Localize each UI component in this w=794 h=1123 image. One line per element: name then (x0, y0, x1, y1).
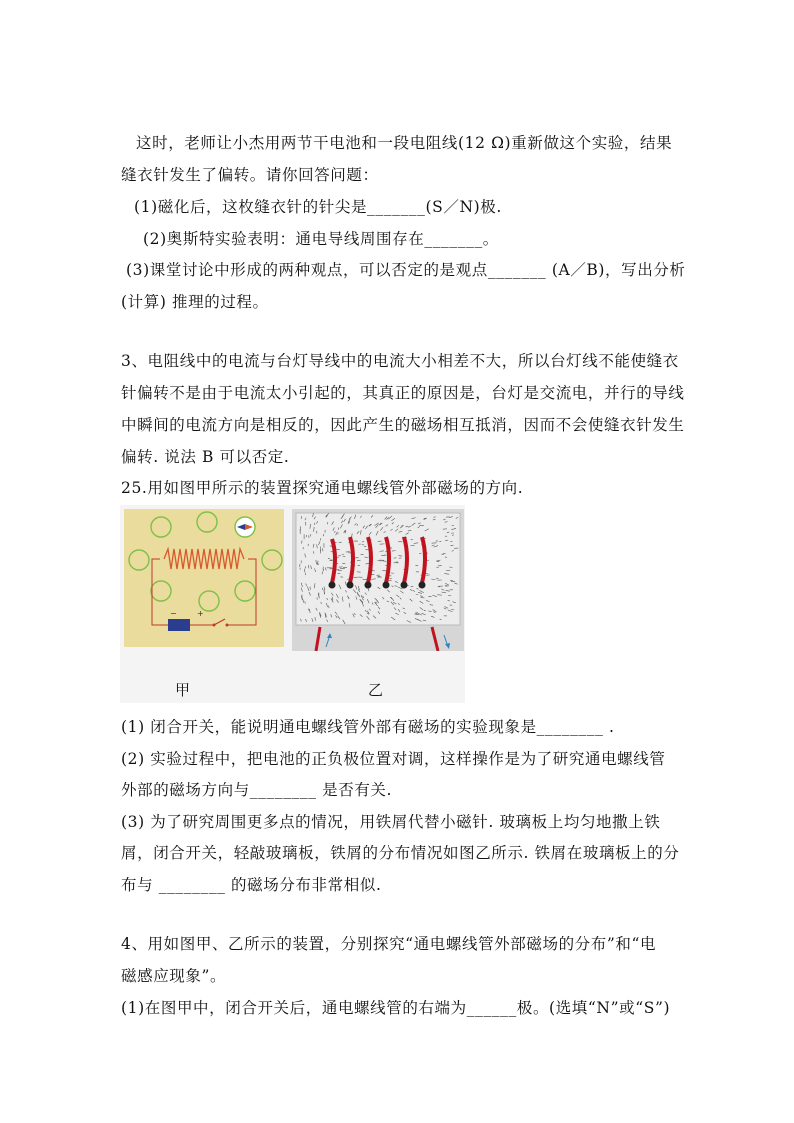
answer-3-line-3: 中瞬间的电流方向是相反的，因此产生的磁场相互抵消，因而不会使缝衣针发生 (121, 416, 685, 434)
battery-plus: + (197, 609, 204, 618)
figure-yi-iron-filings (292, 509, 464, 651)
problem-25-title: 25.用如图甲所示的装置探究通电螺线管外部磁场的方向. (121, 479, 524, 497)
switch-pivot (213, 624, 216, 627)
question-3-line-2: (计算) 推理的过程。 (121, 293, 269, 311)
problem-25-q3-line-3: 布与 ________ 的磁场分布非常相似. (121, 876, 382, 894)
question-1: (1)磁化后，这枚缝衣针的针尖是_______(S／N)极. (134, 198, 502, 216)
compass-circle (129, 550, 149, 570)
figure-area (120, 505, 465, 703)
figure-jia-solenoid-board (124, 509, 284, 647)
problem-25-q3-line-2: 屑，闭合开关，轻敲玻璃板，铁屑的分布情况如图乙所示. 铁屑在玻璃板上的分 (121, 844, 680, 862)
switch (214, 619, 225, 625)
question-3-line-1: (3)课堂讨论中形成的两种观点，可以否定的是观点_______ (A／B)，写出分析 (126, 261, 686, 279)
figure-caption-jia: 甲 (175, 681, 191, 699)
figure-caption-yi: 乙 (368, 681, 384, 699)
problem-25-q2-line-2: 外部的磁场方向与________ 是否有关. (121, 781, 393, 799)
intro-line-1: 这时，老师让小杰用两节干电池和一段电阻线(12 Ω)重新做这个实验，结果 (136, 134, 673, 152)
question-2: (2)奥斯特实验表明：通电导线周围存在_______。 (143, 230, 499, 248)
problem-4-q1: (1)在图甲中，闭合开关后，通电螺线管的右端为______极。(选填“N”或“S”) (121, 999, 671, 1017)
compass-circle (151, 581, 171, 601)
compass-circle (197, 512, 217, 532)
battery-minus: − (170, 609, 177, 618)
problem-25-q2-line-1: (2) 实验过程中，把电池的正负极位置对调，这样操作是为了研究通电螺线管 (121, 750, 666, 768)
intro-line-2: 缝衣针发生了偏转。请你回答问题： (121, 166, 379, 184)
problem-4-line-1: 4、用如图甲、乙所示的装置，分别探究“通电螺线管外部磁场的分布”和“电 (121, 935, 657, 953)
compass-circle (262, 550, 282, 570)
solenoid-coil (164, 549, 244, 569)
figure-yi-drawing (292, 509, 464, 651)
problem-4-line-2: 磁感应现象”。 (121, 967, 227, 985)
battery (168, 619, 190, 631)
problem-25-q1: (1) 闭合开关，能说明通电螺线管外部有磁场的实验现象是________ . (121, 718, 615, 736)
compass-circle (199, 591, 219, 611)
answer-3-line-2: 针偏转不是由于电流太小引起的，其真正的原因是，台灯是交流电，并行的导线 (121, 384, 685, 402)
switch-contact (226, 624, 229, 627)
compass-circle (235, 581, 255, 601)
figure-jia-drawing (124, 509, 284, 647)
circuit-wire-right (228, 559, 256, 625)
problem-25-q3-line-1: (3) 为了研究周围更多点的情况，用铁屑代替小磁针. 玻璃板上均匀地撒上铁 (121, 813, 661, 831)
compass-circle (151, 517, 171, 537)
answer-3-line-4: 偏转. 说法 B 可以否定. (121, 448, 290, 466)
answer-3-line-1: 3、电阻线中的电流与台灯导线中的电流大小相差不大，所以台灯线不能使缝衣 (121, 352, 679, 370)
